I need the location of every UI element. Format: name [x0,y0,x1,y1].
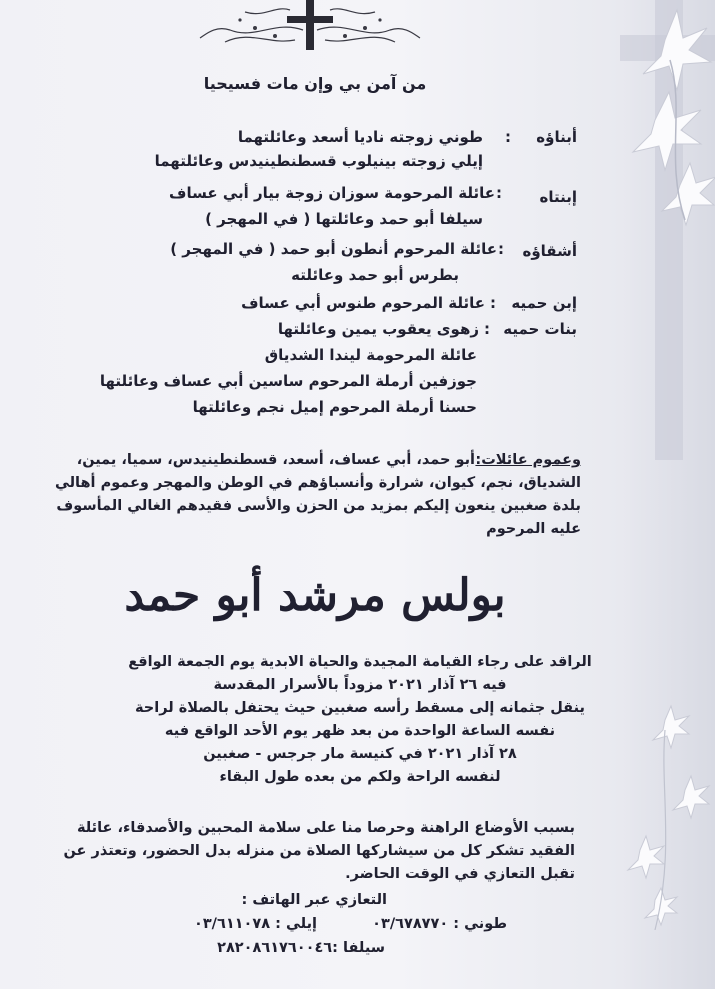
relative-value: عائلة المرحوم طنوس أبي عساف [241,294,485,312]
colon: : [490,294,496,312]
colon: : [505,128,511,146]
bible-verse: من آمن بي وإن مات فسيحيا [203,74,427,93]
notice-line: تقبل التعازي في الوقت الحاضر. [345,866,575,882]
relative-label-brothers: أشقاؤه [522,242,577,260]
relative-label-sisters-in-law: بنات حميه [503,320,577,338]
notice-line: الفقيد تشكر كل من سيشاركها الصلاة من منزله بدل الحضور، وتعتذر عن [63,843,575,859]
ornamental-cross-icon [195,0,425,55]
families-line: أبو حمد، أبي عساف، أسعد، قسطنطينيدس، سميا، يمين، [76,452,475,468]
phone-heading: التعازي عبر الهاتف : [241,892,387,908]
funeral-line: فيه ٢٦ آذار ٢٠٢١ مزوداً بالأسرار المقدسة [213,677,507,693]
colon: : [498,240,504,258]
families-label: وعموم عائلات: [475,452,581,468]
funeral-line: ٢٨ آذار ٢٠٢١ في كنيسة مار جرجس - صغبين [203,746,517,762]
colon: : [496,184,502,202]
relative-label-daughters: إبنتاه [539,188,577,206]
relative-value: إيلي زوجته بينيلوب قسطنطينيدس وعائلتهما [154,152,483,170]
relative-value: عائلة المرحومة ليندا الشدياق [264,346,477,364]
lily-flower-icon [625,0,715,240]
relative-value: بطرس أبو حمد وعائلته [291,266,459,284]
lily-flower-icon [615,700,715,930]
relative-value: جوزفين أرملة المرحوم ساسين أبي عساف وعائلتها [99,372,477,390]
relative-value: عائلة المرحوم أنطون أبو حمد ( في المهجر ) [170,240,497,258]
relative-value: سيلفا أبو حمد وعائلتها ( في المهجر ) [205,210,483,228]
funeral-line: لنفسه الراحة ولكم من بعده طول البقاء [219,769,501,785]
relative-value: طوني زوجته ناديا أسعد وعائلتهما [237,128,483,146]
relative-label-brother-in-law: إبن حميه [511,294,577,312]
relative-value: زهوى يعقوب يمين وعائلتها [277,320,479,338]
phone-number: طوني : ٠٣/٦٧٨٧٧٠ [372,916,507,932]
funeral-line: نفسه الساعة الواحدة من بعد ظهر يوم الأحد الواقع فيه [164,723,556,739]
phone-number: إيلي : ٠٣/٦١١٠٧٨ [193,916,317,932]
relative-label-sons: أبناؤه [536,128,577,146]
funeral-line: ينقل جثمانه إلى مسقط رأسه صغبين حيث يحتفل بالصلاة لراحة [135,700,585,716]
families-line: الشدياق، نجم، كيوان، شرارة وأنسباؤهم في الوطن والمهجر وعموم أهالي [54,475,581,491]
deceased-name: بولس مرشد أبو حمد [124,570,506,621]
relative-value: حسنا أرملة المرحوم إميل نجم وعائلتها [192,398,477,416]
relative-value: عائلة المرحومة سوزان زوجة بيار أبي عساف [169,184,495,202]
notice-line: بسبب الأوضاع الراهنة وحرصا منا على سلامة المحبين والأصدقاء، عائلة [76,820,575,836]
families-line: بلدة صغبين ينعون إليكم بمزيد من الحزن والأسى فقيدهم الغالي المأسوف [56,498,581,514]
colon: : [484,320,490,338]
phone-number: سيلفا :٢٨٢٠٨٦١٧٦٠٠٤٦ [217,940,385,956]
funeral-line: الراقد على رجاء القيامة المجيدة والحياة الابدية يوم الجمعة الواقع [128,654,592,670]
families-line: عليه المرحوم [486,521,581,537]
